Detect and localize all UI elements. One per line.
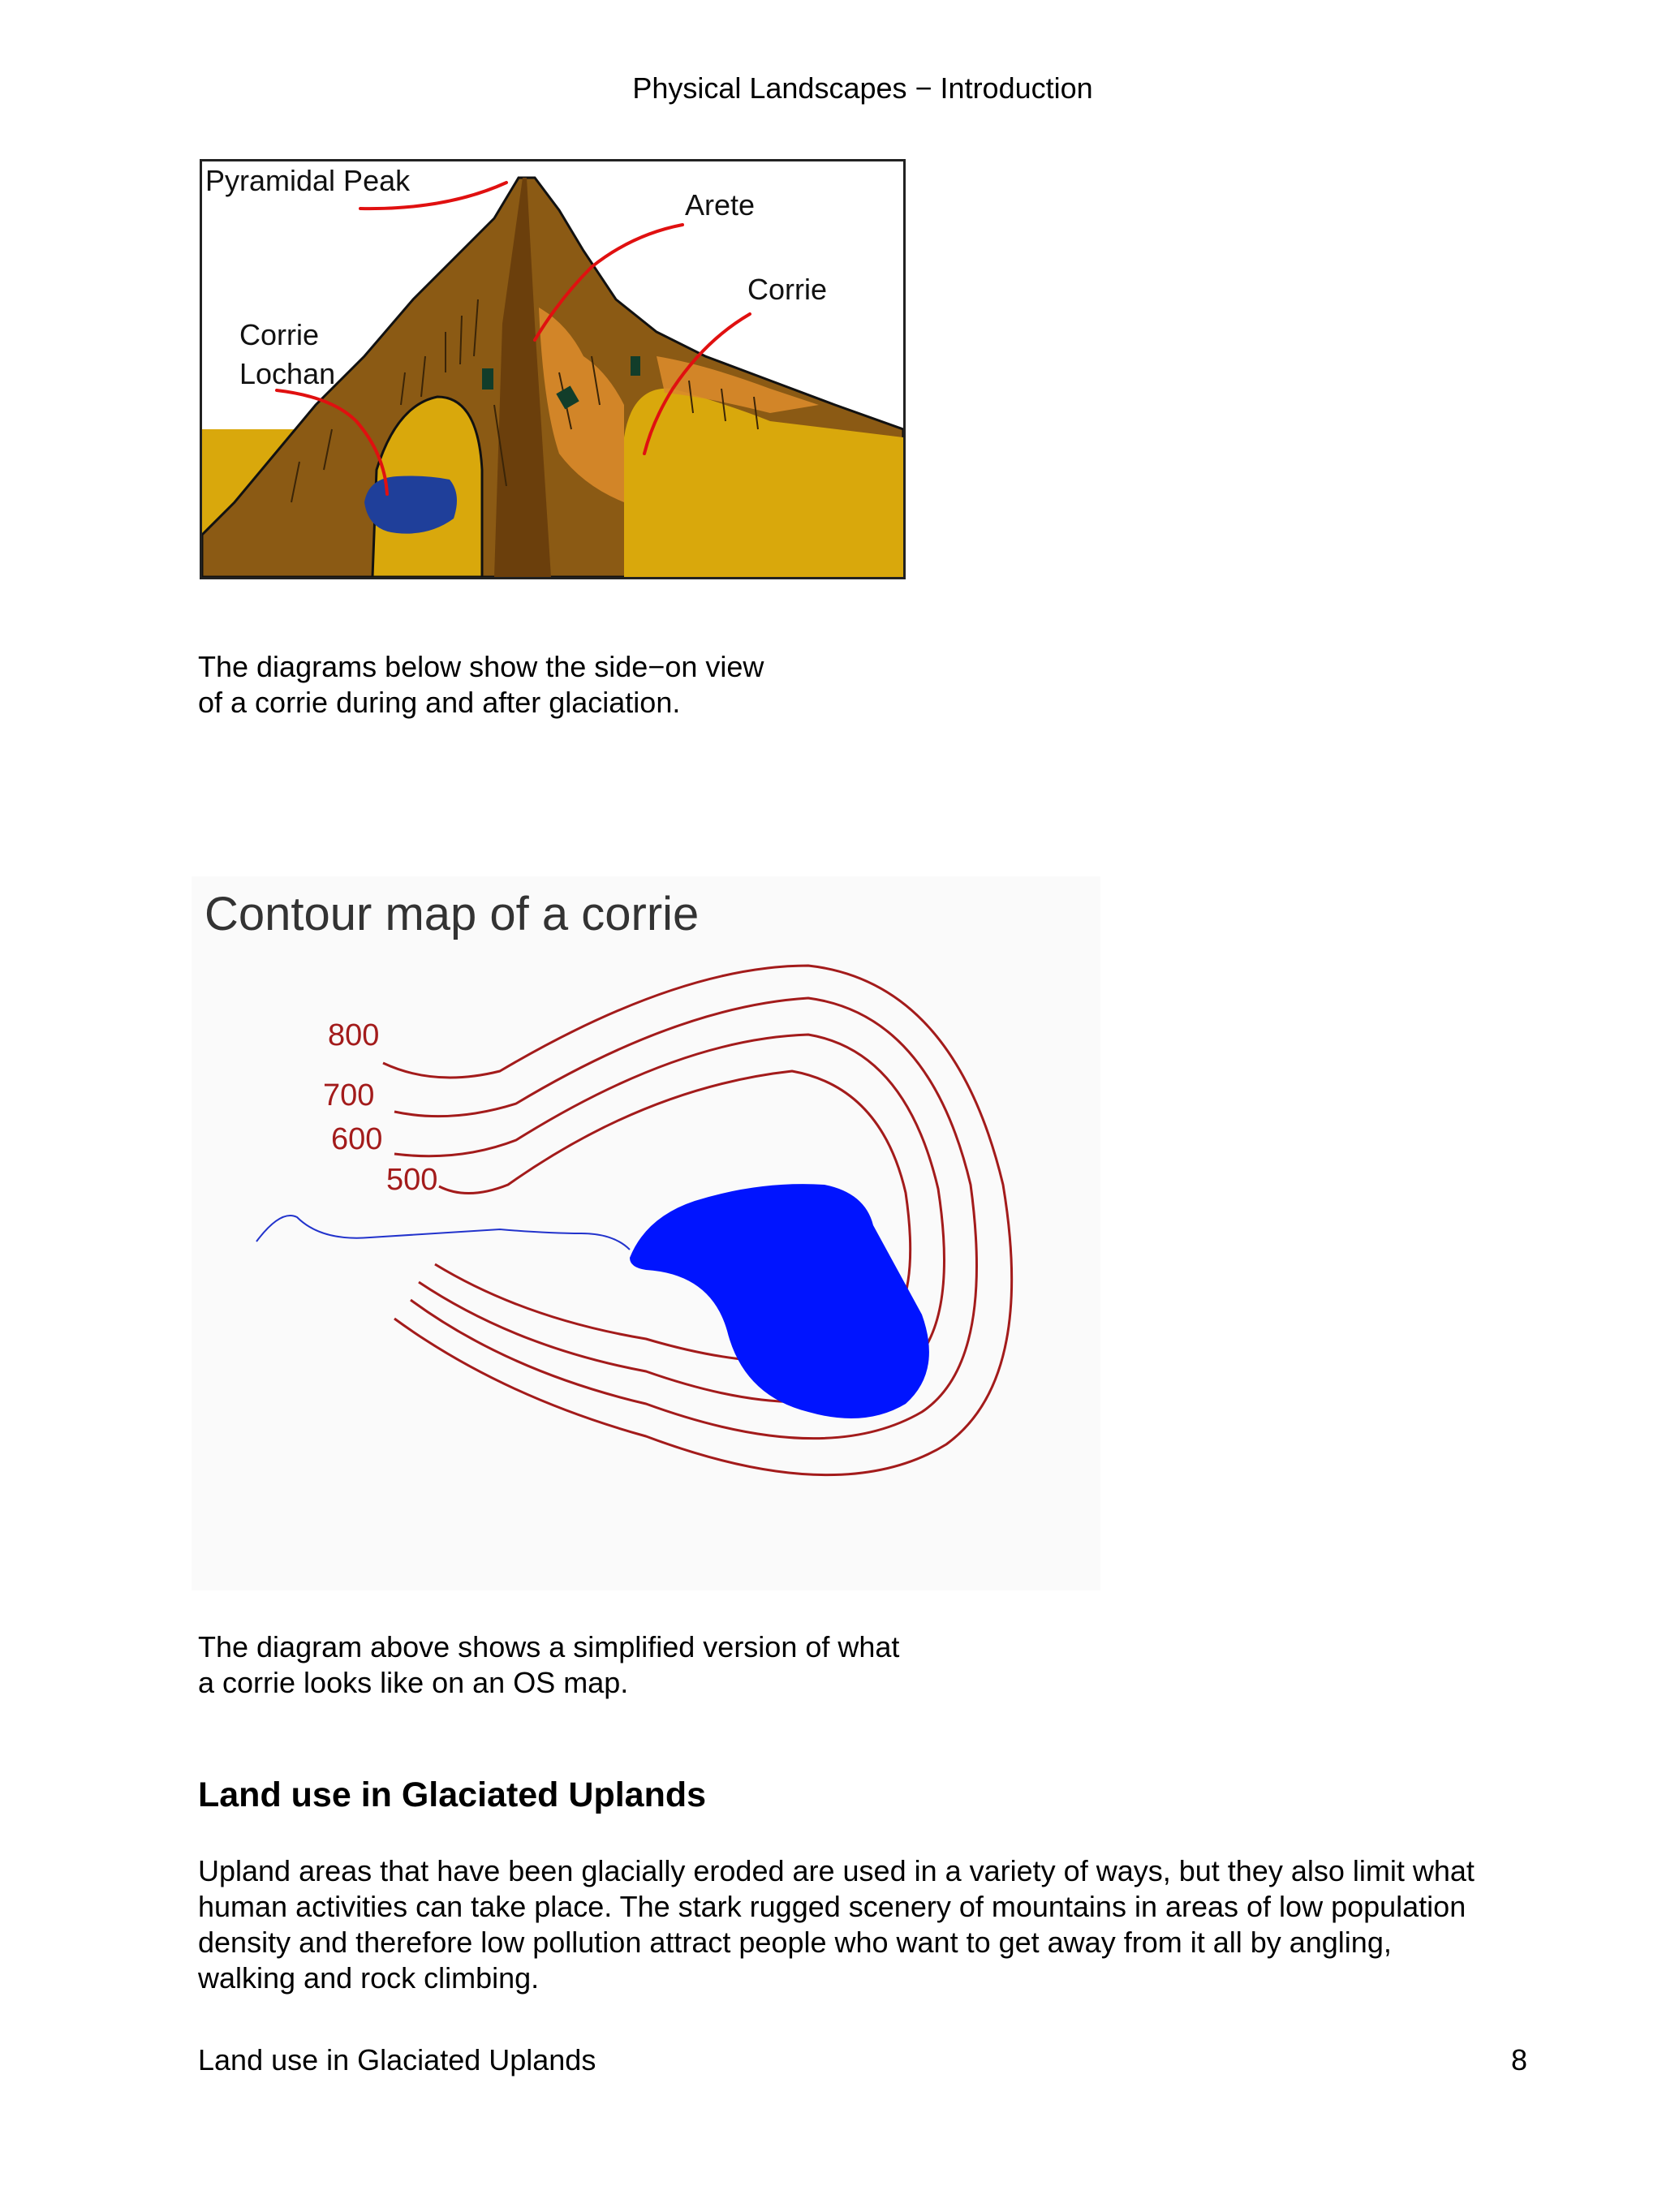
label-arete: Arete xyxy=(685,188,756,222)
glacial-landforms-illustration xyxy=(202,161,903,577)
stream xyxy=(256,1216,630,1250)
caption-os-map xyxy=(198,1629,899,1701)
label-corrie-lochan-line2: Lochan xyxy=(239,357,336,390)
body-line: human activities can take place. The stark rugged scenery of mountains in areas of low population xyxy=(198,1890,1466,1923)
glacial-landforms-diagram xyxy=(200,159,906,579)
caption-line: a corrie looks like on an OS map. xyxy=(198,1666,629,1699)
corrie-lake xyxy=(630,1184,929,1418)
page-number: 8 xyxy=(1511,2043,1528,2076)
contour-label-800: 800 xyxy=(328,1018,380,1052)
caption-line: of a corrie during and after glaciation. xyxy=(198,686,681,719)
section-heading: Land use in Glaciated Uplands xyxy=(198,1775,707,1814)
body-line: density and therefore low pollution attract people who want to get away from it all by angling, xyxy=(198,1926,1392,1959)
label-corrie-lochan-line1: Corrie xyxy=(239,318,320,351)
label-pyramidal-peak: Pyramidal Peak xyxy=(205,164,411,197)
caption-side-view xyxy=(198,649,764,721)
page-header: Physical Landscapes − Introduction xyxy=(632,71,1093,105)
label-corrie: Corrie xyxy=(747,273,828,306)
section-body xyxy=(198,1853,1578,1996)
caption-line: The diagrams below show the side−on view xyxy=(198,650,764,683)
body-line: walking and rock climbing. xyxy=(198,1961,540,1995)
body-line: Upland areas that have been glacially eroded are used in a variety of ways, but they also limit what xyxy=(198,1854,1475,1887)
contour-map-illustration xyxy=(192,876,1100,1590)
shadow-patch xyxy=(631,356,640,376)
contour-label-700: 700 xyxy=(323,1078,375,1112)
shadow-patch xyxy=(482,368,493,389)
corrie-lochan xyxy=(364,476,457,534)
footer-title: Land use in Glaciated Uplands xyxy=(198,2043,596,2076)
contour-label-600: 600 xyxy=(331,1122,383,1156)
contour-map-title: Contour map of a corrie xyxy=(205,888,700,940)
contour-label-500: 500 xyxy=(386,1163,438,1197)
caption-line: The diagram above shows a simplified version of what xyxy=(198,1630,900,1663)
contour-map-diagram xyxy=(192,876,1100,1590)
